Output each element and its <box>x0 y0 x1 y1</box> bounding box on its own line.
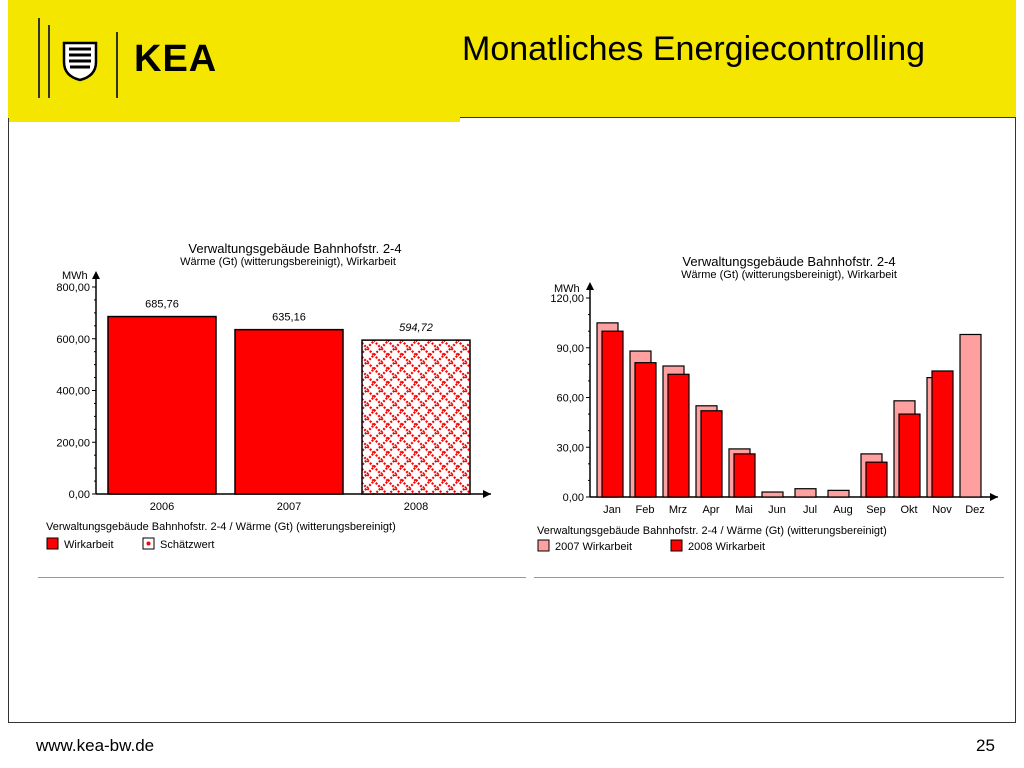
footer-url[interactable]: www.kea-bw.de <box>36 736 155 755</box>
x-tick-label: 2008 <box>403 501 429 513</box>
legend-label: Wirkarbeit <box>64 539 114 551</box>
x-tick-label: Nov <box>932 504 952 516</box>
chart-title: Verwaltungsgebäude Bahnhofstr. 2-4 <box>682 254 896 269</box>
chart-annual <box>38 236 508 571</box>
y-tick-label: 800,00 <box>56 282 90 294</box>
y-tick-label: 0,00 <box>562 492 584 504</box>
x-tick-label: 2006 <box>149 501 175 513</box>
bar-2008-Sep <box>866 462 887 497</box>
annual-chart-svg <box>38 236 508 566</box>
x-tick-label: Dez <box>965 504 985 516</box>
bar-2006 <box>108 317 216 494</box>
y-tick-label: 0,00 <box>68 489 90 501</box>
x-tick-label: Feb <box>635 504 655 516</box>
chart-subtitle: Wärme (Gt) (witterungsbereinigt), Wirkarbeit <box>180 256 396 268</box>
page-number: 25 <box>976 736 995 755</box>
y-axis-unit: MWh <box>62 270 88 282</box>
legend-swatch-2007 <box>538 540 549 551</box>
bar-2008 <box>362 340 470 494</box>
data-label: 635,16 <box>272 311 306 324</box>
data-label: 594,72 <box>399 322 433 335</box>
x-tick-label: Aug <box>833 504 853 516</box>
legend-swatch-2008 <box>671 540 682 551</box>
page-title: Monatliches Energiecontrolling <box>462 30 926 68</box>
bar-2008-Mai <box>734 454 755 497</box>
y-tick-label: 200,00 <box>56 437 90 450</box>
logo-text: KEA <box>134 38 218 80</box>
x-tick-label: Jun <box>768 504 786 516</box>
y-tick-label: 90,00 <box>556 342 584 355</box>
x-axis-arrow <box>483 490 491 498</box>
x-tick-label: Jan <box>603 504 621 516</box>
legend-title: Verwaltungsgebäude Bahnhofstr. 2-4 / Wärme (Gt) (witterungsbereinigt) <box>537 525 887 537</box>
bar-2008-Nov <box>932 371 953 497</box>
y-tick-label: 400,00 <box>56 385 90 398</box>
x-tick-label: Jul <box>802 504 818 516</box>
logo-line <box>48 25 50 98</box>
x-tick-label: Okt <box>900 504 918 516</box>
x-tick-label: Sep <box>866 504 886 516</box>
bar-2007-Jul <box>795 489 816 497</box>
bar-2008-Okt <box>899 414 920 497</box>
logo-line <box>116 32 118 98</box>
separator-left <box>38 577 526 578</box>
frame-top-line <box>460 117 1016 118</box>
y-tick-label: 120,00 <box>550 293 584 305</box>
bar-2007-Aug <box>828 490 849 497</box>
bar-2007 <box>235 330 343 494</box>
legend-label: 2008 Wirkarbeit <box>688 541 766 553</box>
y-axis-arrow <box>92 271 100 279</box>
bar-2007-Dez <box>960 334 981 497</box>
chart-monthly <box>534 252 1004 572</box>
x-tick-label: Mrz <box>668 504 688 516</box>
legend-label: Schätzwert <box>160 539 215 551</box>
y-tick-label: 30,00 <box>556 442 584 455</box>
legend-label: 2007 Wirkarbeit <box>555 541 633 553</box>
separator-right <box>534 577 1004 578</box>
legend-title: Verwaltungsgebäude Bahnhofstr. 2-4 / Wärme (Gt) (witterungsbereinigt) <box>46 521 396 533</box>
bar-2008-Feb <box>635 363 656 497</box>
monthly-chart-svg <box>534 252 1004 567</box>
bar-2008-Mrz <box>668 374 689 497</box>
y-axis-unit: MWh <box>554 283 580 295</box>
data-label: 685,76 <box>145 298 179 311</box>
chart-subtitle: Wärme (Gt) (witterungsbereinigt), Wirkarbeit <box>681 269 897 281</box>
bar-2008-Jan <box>602 331 623 497</box>
chart-title: Verwaltungsgebäude Bahnhofstr. 2-4 <box>188 241 402 256</box>
x-axis-arrow <box>990 493 998 501</box>
y-axis-arrow <box>586 282 594 290</box>
y-tick-label: 600,00 <box>56 333 90 346</box>
y-tick-label: 60,00 <box>556 392 584 405</box>
legend-swatch-dot <box>147 542 151 546</box>
legend-swatch-wirkarbeit <box>47 538 58 549</box>
crest-icon <box>60 40 100 82</box>
bar-2007-Jun <box>762 492 783 497</box>
x-tick-label: Apr <box>702 504 720 516</box>
x-tick-label: Mai <box>735 504 753 516</box>
bar-2008-Apr <box>701 411 722 497</box>
x-tick-label: 2007 <box>276 501 302 513</box>
